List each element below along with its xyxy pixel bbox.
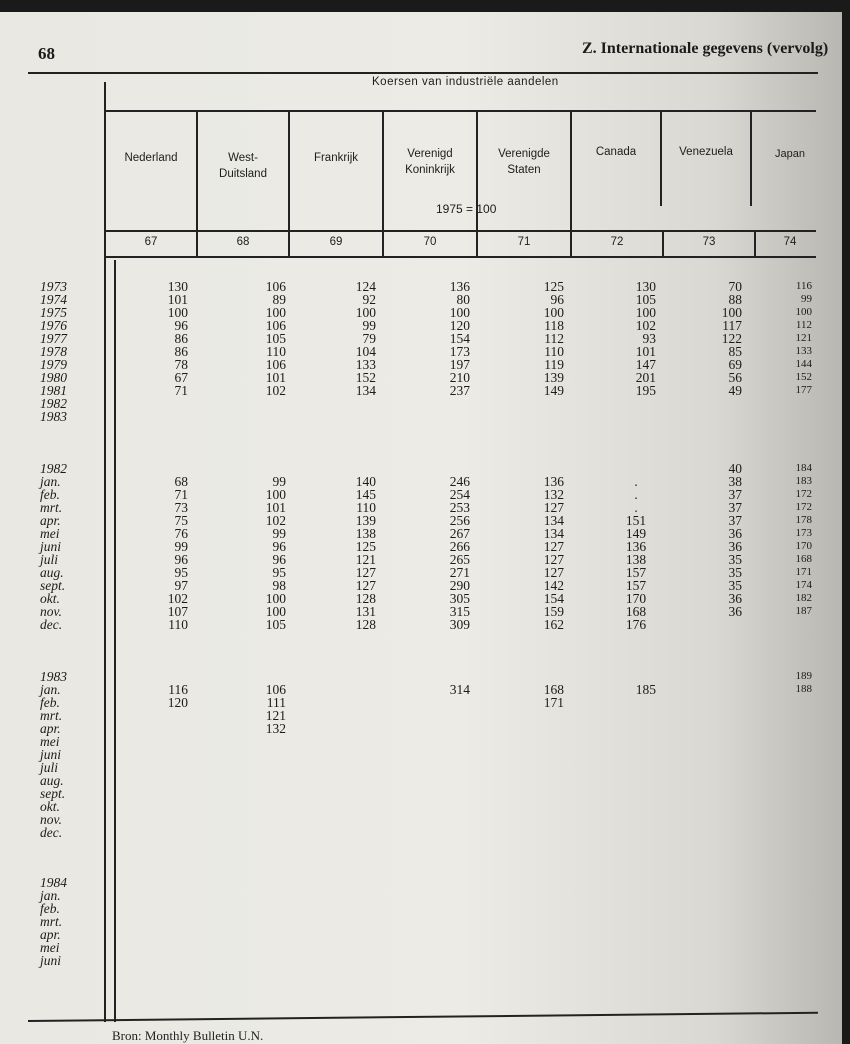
table-cell: 183: [795, 475, 812, 487]
table-cell: 117: [722, 318, 742, 333]
table-cell: 36: [728, 539, 742, 554]
table-cell: 37: [728, 487, 742, 502]
table-cell: 173: [449, 344, 470, 359]
table-cell: 93: [642, 331, 656, 346]
row-label: juni: [40, 953, 62, 968]
table-cell: 162: [543, 617, 564, 632]
table-cell: 125: [355, 539, 376, 554]
table-cell: 246: [449, 474, 470, 489]
value-column-0-7: [772, 280, 812, 397]
table-cell: 37: [728, 513, 742, 528]
table-cell: 132: [265, 721, 286, 736]
table-cell: 100: [265, 604, 286, 619]
table-cell: 111: [266, 695, 286, 710]
row-label: dec.: [40, 825, 63, 840]
table-cell: 56: [728, 370, 742, 385]
row-label: 1977: [40, 331, 67, 346]
table-cell: 171: [543, 695, 564, 710]
column-number-3: 70: [423, 236, 437, 248]
value-column-1-6: [702, 462, 742, 631]
row-label: 1982: [40, 396, 67, 411]
value-column-1-1: [246, 462, 286, 631]
value-column-1-5: [616, 462, 656, 631]
table-cell: 38: [728, 474, 742, 489]
value-column-0-0: [148, 280, 188, 397]
table-cell: 99: [362, 318, 376, 333]
value-column-2-1: [246, 670, 286, 735]
table-cell: 201: [635, 370, 656, 385]
row-label: sept.: [40, 578, 66, 593]
table-cell: 130: [635, 279, 656, 294]
value-column-1-7: [772, 462, 812, 631]
table-cell: 100: [721, 305, 742, 320]
table-cell: 112: [795, 319, 812, 331]
row-label: mei: [40, 734, 60, 749]
table-cell: 35: [728, 552, 742, 567]
row-label: mrt.: [40, 708, 63, 723]
value-column-2-5: [616, 670, 656, 696]
table-cell: 210: [449, 370, 470, 385]
table-cell: 96: [174, 318, 188, 333]
table-cell: 120: [449, 318, 470, 333]
page-number: 68: [38, 44, 55, 63]
column-number-0: 67: [144, 236, 158, 248]
value-column-0-6: [702, 280, 742, 397]
column-number-2: 69: [329, 236, 343, 248]
row-label: jan.: [40, 474, 61, 489]
table-cell: 195: [635, 383, 656, 398]
column-header-5: Canada: [595, 146, 637, 158]
table-cell: 76: [174, 526, 188, 541]
table-cell: 315: [449, 604, 470, 619]
column-header-3: Verenigd Koninkrijk: [405, 148, 455, 176]
table-cell: 40: [728, 461, 742, 476]
table-cell: 127: [543, 500, 564, 515]
row-label: 1980: [40, 370, 67, 385]
rule-colnums-top: [104, 230, 816, 232]
table-cell: 138: [625, 552, 647, 567]
table-cell: 168: [543, 682, 564, 697]
table-cell: 100: [265, 305, 286, 320]
table-cell: .: [634, 500, 638, 515]
table-cell: 35: [728, 565, 742, 580]
table-cell: 95: [272, 565, 286, 580]
table-cell: 80: [456, 292, 470, 307]
table-cell: 121: [355, 552, 376, 567]
table-cell: 110: [266, 344, 286, 359]
table-cell: 188: [795, 683, 812, 695]
column-header-6: Venezuela: [679, 146, 733, 158]
table-cell: 102: [265, 513, 286, 528]
table-cell: 101: [265, 370, 286, 385]
row-label: juni: [40, 539, 62, 554]
row-label: jan.: [40, 682, 61, 697]
table-cell: 98: [272, 578, 286, 593]
table-cell: 106: [265, 279, 286, 294]
table-cell: 107: [167, 604, 188, 619]
column-number-5: 72: [610, 236, 624, 248]
table-cell: 112: [544, 331, 564, 346]
table-cell: 144: [795, 358, 812, 370]
source-note: Bron: Monthly Bulletin U.N.: [112, 1028, 264, 1043]
table-cell: 116: [168, 682, 188, 697]
column-header-7: Japan: [775, 148, 805, 160]
table-cell: 49: [728, 383, 742, 398]
table-cell: 149: [625, 526, 647, 541]
table-cell: 154: [449, 331, 470, 346]
row-label: aug.: [40, 565, 64, 580]
value-column-2-7: [772, 670, 812, 696]
table-cell: 253: [449, 500, 470, 515]
table-cell: 96: [550, 292, 564, 307]
table-cell: 100: [449, 305, 470, 320]
table-cell: 100: [795, 306, 812, 318]
table-cell: 92: [362, 292, 376, 307]
table-cell: 68: [174, 474, 188, 489]
table-cell: 70: [728, 279, 742, 294]
column-header-2: Frankrijk: [313, 152, 359, 164]
table-cell: 128: [355, 591, 376, 606]
row-label: sept.: [40, 786, 66, 801]
column-number-1: 68: [236, 236, 250, 248]
table-cell: 174: [795, 579, 812, 591]
table-cell: 127: [543, 552, 564, 567]
value-column-0-4: [524, 280, 564, 397]
table-cell: 36: [728, 604, 742, 619]
table-cell: 101: [265, 500, 286, 515]
table-cell: 138: [355, 526, 376, 541]
table-cell: 73: [174, 500, 188, 515]
table-cell: 104: [355, 344, 376, 359]
value-column-1-4: [524, 462, 564, 631]
row-label: feb.: [40, 487, 60, 502]
table-cell: 127: [355, 578, 376, 593]
row-label: 1983: [40, 669, 67, 684]
table-cell: 267: [449, 526, 470, 541]
rule-title: [104, 110, 816, 112]
table-cell: 100: [355, 305, 376, 320]
table-cell: 136: [543, 474, 564, 489]
row-label: okt.: [40, 799, 60, 814]
table-cell: 85: [728, 344, 742, 359]
rule-top: [28, 72, 818, 74]
table-cell: 128: [355, 617, 376, 632]
value-column-2-3: [430, 670, 470, 696]
table-cell: 134: [543, 526, 564, 541]
table-cell: 170: [625, 591, 647, 606]
table-cell: 157: [625, 565, 647, 580]
row-label: 1974: [40, 292, 67, 307]
table-cell: 176: [625, 617, 647, 632]
row-label: 1973: [40, 279, 67, 294]
table-cell: 105: [265, 331, 286, 346]
table-cell: 86: [174, 331, 188, 346]
row-label: 1981: [40, 383, 67, 398]
table-cell: 152: [795, 371, 812, 383]
table-cell: 89: [272, 292, 286, 307]
table-cell: 71: [174, 383, 188, 398]
value-column-2-4: [524, 670, 564, 709]
table-cell: 182: [795, 592, 812, 604]
value-column-0-1: [246, 280, 286, 397]
table-cell: 149: [543, 383, 564, 398]
table-cell: 101: [635, 344, 656, 359]
table-cell: .: [634, 474, 638, 489]
table-cell: 290: [449, 578, 470, 593]
row-label: 1983: [40, 409, 67, 424]
table-cell: 132: [543, 487, 564, 502]
row-labels-block-0: [40, 280, 67, 423]
row-label: 1978: [40, 344, 67, 359]
table-cell: 97: [174, 578, 188, 593]
row-label: apr.: [40, 927, 61, 942]
table-cell: 71: [174, 487, 188, 502]
table-cell: 106: [265, 682, 286, 697]
table-cell: 69: [728, 357, 742, 372]
row-label: juli: [40, 760, 59, 775]
table-cell: 118: [544, 318, 564, 333]
table-cell: 100: [265, 591, 286, 606]
table-cell: 168: [625, 604, 647, 619]
rule-left-inner: [114, 260, 116, 1022]
value-column-2-0: [148, 670, 188, 709]
table-cell: 266: [449, 539, 470, 554]
table-cell: 130: [167, 279, 188, 294]
table-cell: 157: [625, 578, 647, 593]
table-cell: 197: [449, 357, 470, 372]
value-column-1-0: [148, 462, 188, 631]
column-header-0: Nederland: [124, 152, 178, 164]
table-cell: 173: [795, 527, 812, 539]
column-header-1: West- Duitsland: [219, 152, 267, 180]
table-cell: 122: [721, 331, 742, 346]
table-cell: 106: [265, 318, 286, 333]
row-label: mei: [40, 526, 60, 541]
table-cell: 99: [801, 293, 812, 305]
column-number-4: 71: [517, 236, 531, 248]
table-cell: 96: [174, 552, 188, 567]
table-cell: 116: [795, 280, 812, 292]
table-cell: 314: [449, 682, 470, 697]
table-cell: 172: [795, 488, 812, 500]
table-cell: 139: [355, 513, 376, 528]
table-cell: 168: [795, 553, 812, 565]
table-cell: 151: [625, 513, 647, 528]
table-cell: 102: [167, 591, 188, 606]
table-cell: 140: [355, 474, 376, 489]
row-label: nov.: [40, 812, 62, 827]
table-cell: 36: [728, 526, 742, 541]
table-cell: 102: [635, 318, 656, 333]
table-cell: 254: [449, 487, 470, 502]
table-cell: [772, 618, 812, 631]
row-label: jan.: [40, 888, 61, 903]
table-cell: 110: [356, 500, 376, 515]
table-cell: 120: [167, 695, 188, 710]
table-cell: 100: [265, 487, 286, 502]
table-cell: 121: [795, 332, 812, 344]
row-label: mrt.: [40, 914, 63, 929]
table-cell: 172: [795, 501, 812, 513]
table-cell: 142: [543, 578, 564, 593]
table-cell: 79: [362, 331, 376, 346]
table-cell: 110: [544, 344, 564, 359]
table-cell: 136: [625, 539, 647, 554]
table-cell: 134: [355, 383, 376, 398]
table-cell: 170: [795, 540, 812, 552]
table-cell: 100: [543, 305, 564, 320]
table-cell: 96: [272, 539, 286, 554]
table-cell: 36: [728, 591, 742, 606]
table-cell: 271: [449, 565, 470, 580]
value-column-1-3: [430, 462, 470, 631]
table-cell: 136: [449, 279, 470, 294]
value-column-0-2: [336, 280, 376, 397]
table-cell: 67: [174, 370, 188, 385]
row-labels-block-3: [40, 876, 67, 967]
row-label: apr.: [40, 721, 61, 736]
table-cell: 147: [635, 357, 656, 372]
table-cell: 105: [265, 617, 286, 632]
row-label: 1979: [40, 357, 67, 372]
row-label: apr.: [40, 513, 61, 528]
row-label: 1984: [40, 875, 67, 890]
row-label: feb.: [40, 695, 60, 710]
table-cell: 134: [543, 513, 564, 528]
table-cell: 124: [355, 279, 376, 294]
table-cell: 125: [543, 279, 564, 294]
table-cell: 78: [174, 357, 188, 372]
table-cell: 185: [635, 682, 656, 697]
table-cell: 154: [543, 591, 564, 606]
value-column-1-2: [336, 462, 376, 631]
table-cell: 105: [635, 292, 656, 307]
table-cell: 110: [168, 617, 188, 632]
column-number-7: 74: [783, 236, 797, 248]
row-label: 1982: [40, 461, 67, 476]
table-cell: 265: [449, 552, 470, 567]
table-cell: 99: [174, 539, 188, 554]
table-cell: 99: [272, 474, 286, 489]
table-cell: 119: [544, 357, 564, 372]
table-cell: 171: [795, 566, 812, 578]
table-cell: 152: [355, 370, 376, 385]
table-cell: 133: [795, 345, 812, 357]
row-labels-block-2: [40, 670, 67, 839]
table-cell: 99: [272, 526, 286, 541]
row-label: dec.: [40, 617, 63, 632]
table-cell: 184: [795, 462, 812, 474]
column-number-6: 73: [702, 236, 716, 248]
table-cell: 106: [265, 357, 286, 372]
value-column-0-3: [430, 280, 470, 397]
table-title: Koersen van industriële aandelen: [372, 76, 559, 88]
row-label: mrt.: [40, 500, 63, 515]
table-cell: [702, 618, 742, 631]
table-cell: 177: [795, 384, 812, 396]
table-cell: 75: [174, 513, 188, 528]
row-label: nov.: [40, 604, 62, 619]
value-column-0-5: [616, 280, 656, 397]
row-label: 1975: [40, 305, 67, 320]
index-base: 1975 = 100: [436, 202, 497, 216]
table-cell: 178: [795, 514, 812, 526]
table-cell: 133: [355, 357, 376, 372]
table-cell: 100: [635, 305, 656, 320]
table-cell: 131: [355, 604, 376, 619]
row-label: aug.: [40, 773, 64, 788]
row-label: juli: [40, 552, 59, 567]
table-cell: 86: [174, 344, 188, 359]
table-cell: 100: [167, 305, 188, 320]
row-label: feb.: [40, 901, 60, 916]
rule-left: [104, 82, 106, 1022]
table-cell: 102: [265, 383, 286, 398]
table-cell: 309: [449, 617, 470, 632]
table-cell: 35: [728, 578, 742, 593]
table-cell: 305: [449, 591, 470, 606]
table-cell: 88: [728, 292, 742, 307]
row-label: 1976: [40, 318, 67, 333]
document-page: [0, 12, 842, 1044]
table-cell: 237: [449, 383, 470, 398]
rule-bottom: [28, 1012, 818, 1022]
table-cell: .: [634, 487, 638, 502]
column-header-4: Verenigde Staten: [498, 148, 550, 176]
table-cell: 159: [543, 604, 564, 619]
table-cell: 96: [272, 552, 286, 567]
table-cell: 101: [167, 292, 188, 307]
table-cell: 127: [543, 539, 564, 554]
table-cell: 37: [728, 500, 742, 515]
row-label: mei: [40, 940, 60, 955]
row-label: juni: [40, 747, 62, 762]
table-cell: 189: [795, 670, 812, 682]
table-cell: 127: [543, 565, 564, 580]
table-cell: 127: [355, 565, 376, 580]
table-cell: 139: [543, 370, 564, 385]
table-cell: 95: [174, 565, 188, 580]
table-cell: 145: [355, 487, 376, 502]
table-cell: 187: [795, 605, 812, 617]
table-cell: 256: [449, 513, 470, 528]
row-label: okt.: [40, 591, 60, 606]
rule-colnums-bottom: [104, 256, 816, 258]
page-header: Z. Internationale gegevens (vervolg): [582, 40, 829, 57]
table-cell: 121: [265, 708, 286, 723]
row-labels-block-1: [40, 462, 67, 631]
